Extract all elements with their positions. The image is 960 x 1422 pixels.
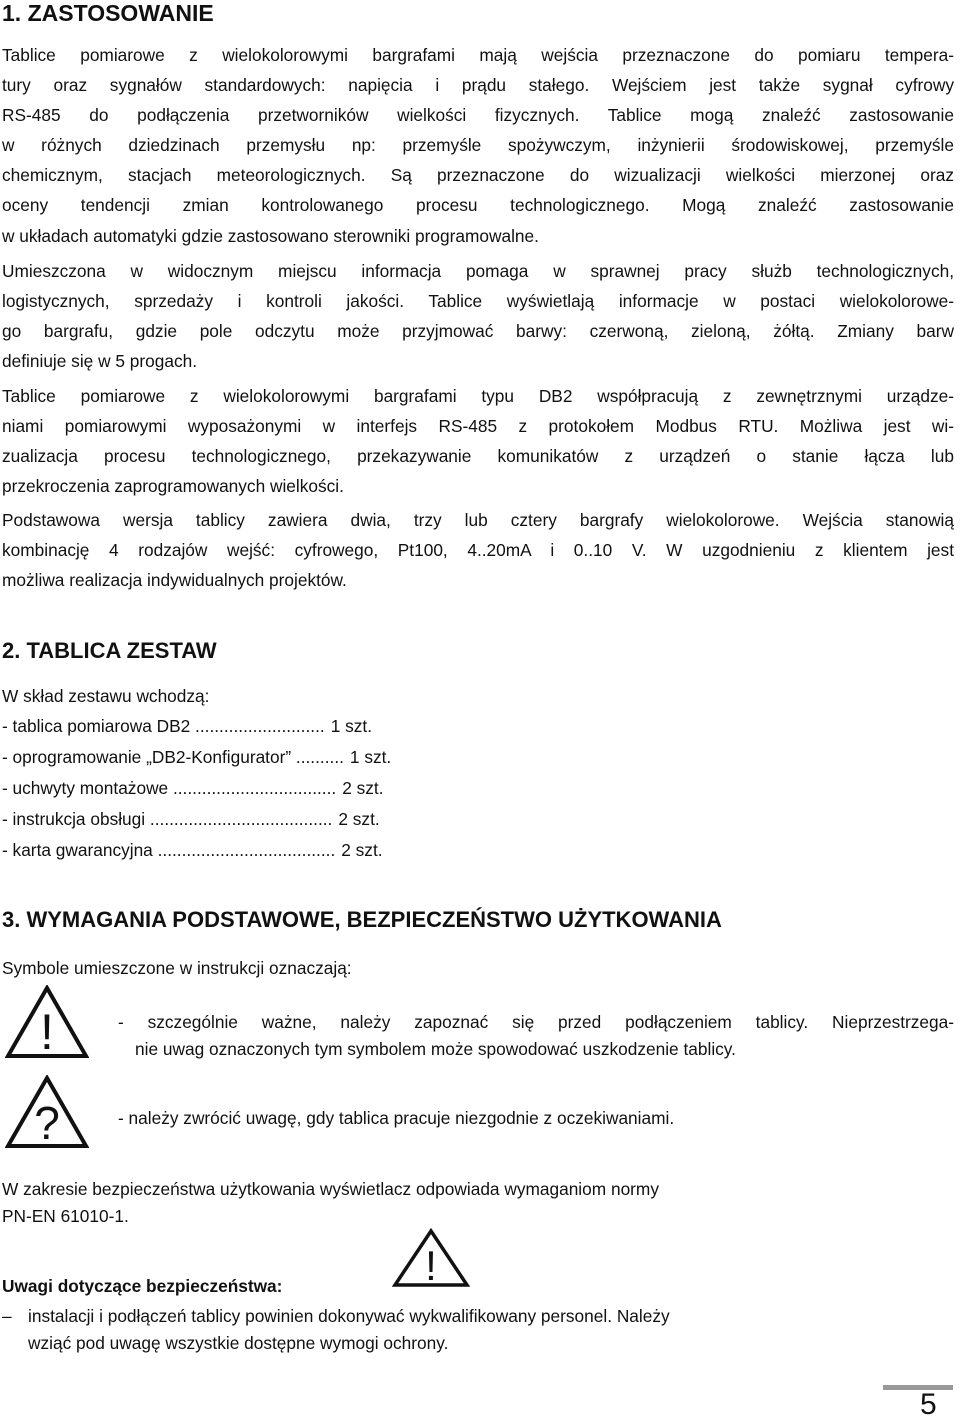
symbol-1-description-line-1: - szczególnie ważne, należy zapoznać się przed podłączeniem tablicy. Nieprzestrzega- xyxy=(118,1012,954,1032)
safety-note-line-2: wziąć pod uwagę wszystkie dostępne wymogi ochrony. xyxy=(28,1333,449,1353)
text-line: Tablice pomiarowe z wielokolorowymi bargrafami typu DB2 współpracują z zewnętrznymi urządze- xyxy=(2,386,954,406)
warning-exclamation-icon xyxy=(5,985,89,1059)
text-line: w układach automatyki gdzie zastosowano sterowniki programowalne. xyxy=(2,225,539,246)
text-line: kombinację 4 rodzajów wejść: cyfrowego, Pt100, 4..20mA i 0..10 V. W uzgodnieniu z klientem jest xyxy=(2,540,954,561)
item-name: - instrukcja obsługi ...................................... xyxy=(2,809,333,829)
item-name: - tablica pomiarowa DB2 ........................... xyxy=(2,716,325,736)
text-line: go bargrafu, gdzie pole odczytu może przyjmować barwy: czerwoną, zieloną, żółtą. Zmiany barw xyxy=(2,321,954,342)
symbols-intro: Symbole umieszczone w instrukcji oznaczają: xyxy=(2,958,352,978)
item-name: - karta gwarancyjna ..................................... xyxy=(2,840,336,860)
kit-contents-list xyxy=(2,711,391,866)
item-quantity: 1 szt. xyxy=(330,716,372,736)
safety-note-line-1: instalacji i podłączeń tablicy powinien dokonywać wykwalifikowany personel. Należy xyxy=(28,1306,670,1326)
text-line: w różnych dziedzinach przemysłu np: przemyśle spożywczym, inżynierii środowiskowej, przemyśle xyxy=(2,135,954,156)
page-number: 5 xyxy=(920,1388,937,1421)
exclamation-glyph: ! xyxy=(40,1004,54,1059)
text-line: Umieszczona w widocznym miejscu informacja pomaga w sprawnej pracy służb technologicznych, xyxy=(2,261,954,281)
section-1-paragraph-1 xyxy=(2,40,954,251)
text-line: Tablice pomiarowe z wielokolorowymi bargrafami mają wejścia przeznaczone do pomiaru tempera- xyxy=(2,45,954,65)
item-quantity: 2 szt. xyxy=(338,809,380,829)
question-glyph: ? xyxy=(34,1097,60,1149)
list-item xyxy=(2,835,391,866)
text-line: oceny tendencji zmian kontrolowanego procesu technologicznego. Mogą znaleźć zastosowanie xyxy=(2,195,954,216)
warning-question-icon xyxy=(5,1075,89,1149)
footer-rule xyxy=(883,1385,953,1390)
section-1-heading: 1. ZASTOSOWANIE xyxy=(2,0,214,26)
dash-bullet: – xyxy=(2,1306,12,1326)
section-1-paragraph-3 xyxy=(2,381,954,501)
section-2-intro: W skład zestawu wchodzą: xyxy=(2,686,210,706)
section-3-heading: 3. WYMAGANIA PODSTAWOWE, BEZPIECZEŃSTWO UŻYTKOWANIA xyxy=(2,907,722,932)
list-item xyxy=(2,742,391,773)
text-line: przekroczenia zaprogramowanych wielkości. xyxy=(2,476,344,497)
symbol-2-description: - należy zwrócić uwagę, gdy tablica pracuje niezgodnie z oczekiwaniami. xyxy=(118,1108,675,1128)
text-line: logistycznych, sprzedaży i kontroli jakości. Tablice wyświetlają informacje w postaci wielokolorowe- xyxy=(2,291,954,312)
text-line: tury oraz sygnałów standardowych: napięcia i prądu stałego. Wejściem jest także sygnał cyfrowy xyxy=(2,75,954,96)
symbol-1-description-line-2: nie uwag oznaczonych tym symbolem może spowodować uszkodzenie tablicy. xyxy=(135,1039,736,1059)
item-name: - oprogramowanie „DB2-Konfigurator” .......... xyxy=(2,747,344,767)
text-line: chemicznym, stacjach meteorologicznych. Są przeznaczone do wizualizacji wielkości mierzonej oraz xyxy=(2,165,954,186)
text-line: Podstawowa wersja tablicy zawiera dwia, trzy lub cztery bargrafy wielokolorowe. Wejścia stanowią xyxy=(2,510,954,530)
item-quantity: 2 szt. xyxy=(341,840,383,860)
item-quantity: 1 szt. xyxy=(349,747,392,767)
list-item xyxy=(2,804,391,835)
text-line: definiuje się w 5 progach. xyxy=(2,351,198,372)
safety-norm-line-2: PN-EN 61010-1. xyxy=(2,1206,129,1226)
exclamation-glyph: ! xyxy=(425,1242,437,1288)
section-2-heading: 2. TABLICA ZESTAW xyxy=(2,638,217,663)
text-line: zualizacja procesu technologicznego, przekazywanie komunikatów z urządzeń o stanie łącza lub xyxy=(2,446,954,467)
section-1-paragraph-2 xyxy=(2,256,954,376)
safety-notes-heading: Uwagi dotyczące bezpieczeństwa: xyxy=(2,1276,283,1296)
safety-warning-icon xyxy=(392,1228,470,1288)
safety-norm-line-1: W zakresie bezpieczeństwa użytkowania wyświetlacz odpowiada wymaganiom normy xyxy=(2,1179,659,1199)
item-name: - uchwyty montażowe .................................. xyxy=(2,778,337,798)
text-line: RS-485 do podłączenia przetworników wielkości fizycznych. Tablice mogą znaleźć zastosowanie xyxy=(2,105,954,126)
list-item xyxy=(2,773,391,804)
text-line: możliwa realizacja indywidualnych projektów. xyxy=(2,570,347,591)
safety-note-item xyxy=(2,1302,902,1331)
text-line: niami pomiarowymi wyposażonymi w interfejs RS-485 z protokołem Modbus RTU. Możliwa jest wi- xyxy=(2,416,954,437)
section-1-paragraph-4 xyxy=(2,505,954,595)
item-quantity: 2 szt. xyxy=(342,778,384,798)
list-item xyxy=(2,711,391,742)
